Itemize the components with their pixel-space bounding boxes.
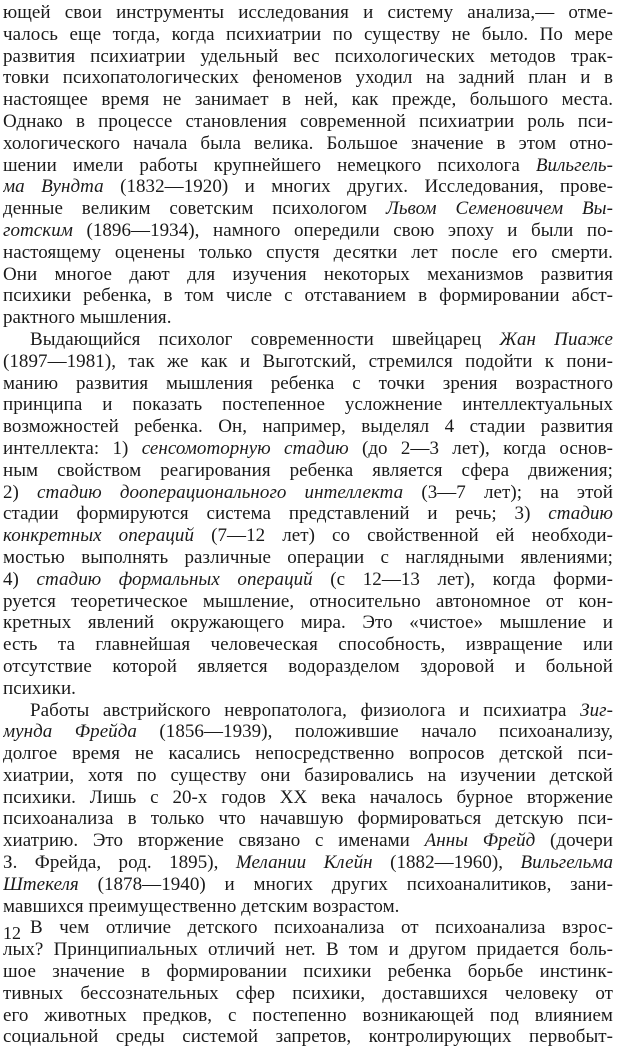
text-line: настоящее время не занимает в ней, как прежде, большого места.	[3, 89, 613, 111]
text-line: рактного мышления.	[3, 307, 172, 329]
text-line: психоанализа в только что начавшую формироваться детскую пси-	[3, 808, 613, 830]
text-line: мавшихся преимущественно детским возрастом.	[3, 895, 400, 917]
text-line: настоящему оценены только спустя десятки лет после его смерти.	[3, 241, 613, 263]
text-line: хологического начала была велика. Большое значение в этом отно-	[3, 132, 613, 154]
text-line: развития психиатрии удельный вес психологических методов трак-	[3, 45, 613, 67]
text-line: принципа и показать постепенное усложнение интеллектуальных	[3, 394, 613, 416]
text-line: социальной среды системой запретов, контролирующих первобыт-	[3, 1026, 613, 1048]
text-line: манию развития мышления ребенка с точки зрения возрастного	[3, 372, 613, 394]
text-line: Они многое дают для изучения некоторых механизмов развития	[3, 263, 613, 285]
text-line: стадии формируются система представлений и речь; 3) стадию	[3, 503, 613, 525]
text-line: отсутствие которой является водоразделом здоровой и больной	[3, 655, 613, 677]
text-line: мунда Фрейда (1856—1939), положившие начало психоанализу,	[3, 721, 613, 743]
text-line: хиатрии, хотя по существу они базировались на изучении детской	[3, 764, 613, 786]
text-line: интеллекта: 1) сенсомоторную стадию (до 2—3 лет), когда основ-	[3, 437, 613, 459]
text-line: Работы австрийского невропатолога, физиолога и психиатра Зиг-	[30, 699, 613, 721]
text-line: мостью выполнять различные операции с наглядными явлениями;	[3, 546, 613, 568]
text-line: конкретных операций (7—12 лет) со свойственной ей необходи-	[3, 525, 613, 547]
text-line: психики ребенка, в том числе с отставанием в формировании абст-	[3, 285, 613, 307]
text-line: З. Фрейда, род. 1895), Мелании Клейн (1882—1960), Вильгельма	[3, 852, 613, 874]
body-text	[3, 2, 613, 1048]
text-line: денные великим советским психологом Львом Семеновичем Вы-	[3, 198, 613, 220]
text-line: тивных бессознательных сфер психики, доставшихся человеку от	[3, 982, 613, 1004]
text-line: кретных явлений окружающего мира. Это «чистое» мышление и	[3, 612, 613, 634]
text-line: чалось еще тогда, когда психиатрии по существу не было. По мере	[3, 23, 613, 45]
text-line: ным свойством реагирования ребенка является сфера движения;	[3, 459, 613, 481]
text-line: 2) стадию дооперационального интеллекта (3—7 лет); на этой	[3, 481, 613, 503]
text-line: Штекеля (1878—1940) и многих других психоаналитиков, зани-	[3, 873, 613, 895]
text-line: ющей свои инструменты исследования и систему анализа,— отме-	[3, 2, 613, 23]
text-line: товки психопатологических феноменов уходил на задний план и в	[3, 67, 613, 89]
text-line: есть та главнейшая человеческая способность, извращение или	[3, 634, 613, 656]
text-line: психики.	[3, 677, 76, 699]
text-line: Однако в процессе становления современной психиатрии роль пси-	[3, 110, 613, 132]
text-line: хиатрию. Это вторжение связано с именами Анны Фрейд (дочери	[3, 830, 613, 852]
text-line: Выдающийся психолог современности швейцарец Жан Пиаже	[30, 328, 613, 350]
text-line: шое значение в формировании психики ребенка борьбе инстинк-	[3, 961, 613, 983]
text-line: лых? Принципиальных отличий нет. В том и другом придается боль-	[3, 939, 613, 961]
text-line: В чем отличие детского психоанализа от психоанализа взрос-	[30, 917, 613, 939]
text-line: возможностей ребенка. Он, например, выделял 4 стадии развития	[3, 416, 613, 438]
book-page	[3, 2, 613, 1048]
text-line: руется теоретическое мышление, относительно автономное от кон-	[3, 590, 613, 612]
text-line: долгое время не касались непосредственно вопросов детской пси-	[3, 743, 613, 765]
text-line: 4) стадию формальных операций (с 12—13 лет), когда форми-	[3, 568, 613, 590]
page-number: 12	[3, 923, 21, 943]
text-line: его животных предков, с постепенно возникающей под влиянием	[3, 1004, 613, 1026]
text-line: ма Вундта (1832—1920) и многих других. Исследования, прове-	[3, 176, 613, 198]
text-line: психики. Лишь с 20-х годов XX века началось бурное вторжение	[3, 786, 613, 808]
text-line: шении имели работы крупнейшего немецкого психолога Вильгель-	[3, 154, 613, 176]
text-line: (1897—1981), так же как и Выготский, стремился подойти к пони-	[3, 350, 613, 372]
text-line: готским (1896—1934), намного опередили свою эпоху и были по-	[3, 219, 613, 241]
